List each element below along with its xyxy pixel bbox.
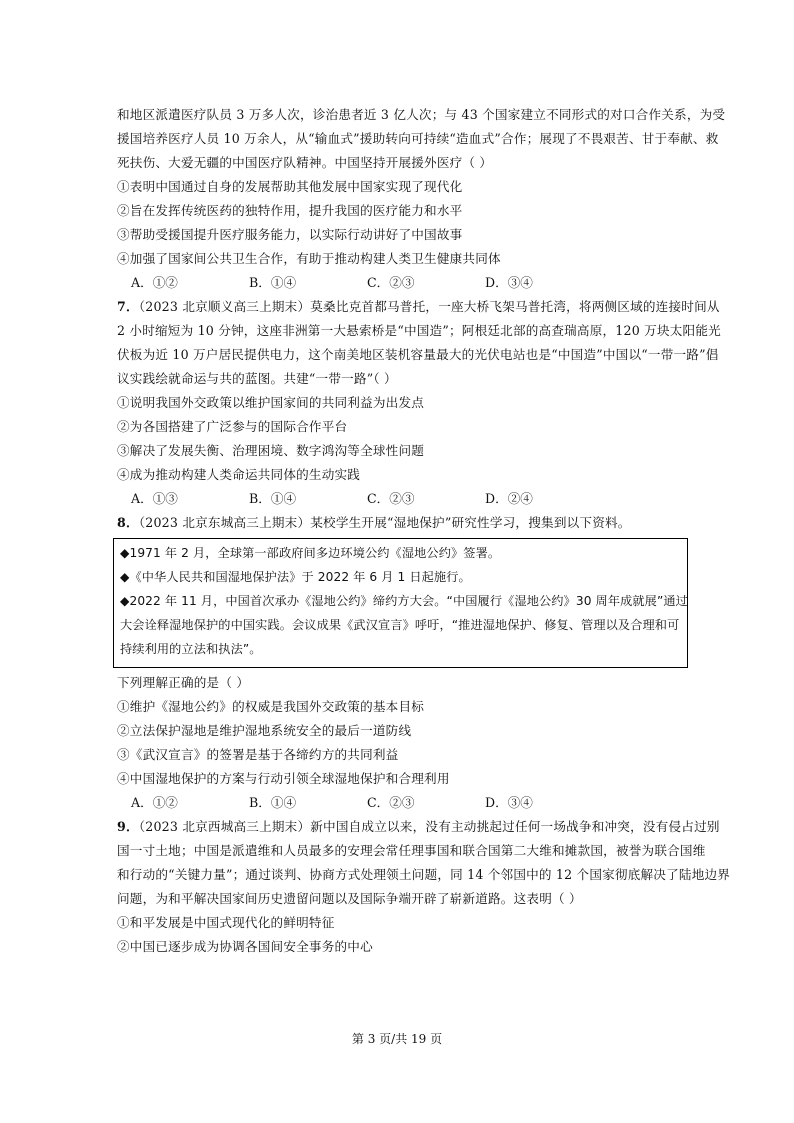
question-line: 2 小时缩短为 10 分钟，这座非洲第一大悬索桥是“中国造”；阿根廷北部的高查瑞高原，120 万块太阳能光 [117,323,721,338]
statement: ②立法保护湿地是维护湿地系统安全的最后一道防线 [117,723,412,738]
option-c[interactable]: C．②③ [367,491,415,506]
statement: ④成为推动构建人类命运共同体的生动实践 [117,467,361,482]
answer-options [131,274,651,291]
statement: ③帮助受援国提升医疗服务能力，以实际行动讲好了中国故事 [117,227,463,242]
option-a[interactable]: A．①② [131,795,178,810]
material-line: 持续利用的立法和执法”。 [120,642,262,656]
question-text: （2023 北京东城高三上期末）某校学生开展“湿地保护”研究性学习，搜集到以下资料。 [138,515,631,530]
question-number: 9． [117,819,139,834]
statement: ④加强了国家间公共卫生合作，有助于推动构建人类卫生健康共同体 [117,251,501,266]
question-line: 议实践绘就命运与共的蓝图。共建“一带一路”（ ） [117,371,397,386]
option-d[interactable]: D．②④ [485,491,533,506]
statement: ①和平发展是中国式现代化的鲜明特征 [117,915,335,930]
material-line: 大会诠释湿地保护的中国实践。会议成果《武汉宣言》呼吁，“推进湿地保护、修复、管理以及合理和可 [120,618,680,632]
option-d[interactable]: D．③④ [485,795,533,810]
statement: ③《武汉宣言》的签署是基于各缔约方的共同利益 [117,747,399,762]
question-line: 问题，为和平解决国家间历史遗留问题以及国际争端开辟了崭新道路。这表明（ ） [117,891,582,906]
option-c[interactable]: C．②③ [367,275,415,290]
question-line: 和行动的“关键力量”；通过谈判、协商方式处理领土问题，同 14 个邻国中的 12 个国家彻底解决了陆地边界 [117,867,731,882]
page-footer: 第 3 页/共 19 页 [351,1032,443,1046]
option-b[interactable]: B．①④ [249,491,297,506]
intro-line: 死扶伤、大爱无疆的中国医疗队精神。中国坚持开展援外医疗（ ） [117,155,493,170]
statement: ②为各国搭建了广泛参与的国际合作平台 [117,419,348,434]
intro-line: 援国培养医疗人员 10 万余人，从“输血式”援助转向可持续“造血式”合作；展现了不畏艰苦、甘于奉献、救 [117,131,719,146]
question-prompt: 下列理解正确的是（ ） [117,675,250,690]
statement: ②旨在发挥传统医药的独特作用，提升我国的医疗能力和水平 [117,203,463,218]
material-box [113,538,688,668]
question-line: 国一寸土地；中国是派遣维和人员最多的安理会常任理事国和联合国第二大维和摊款国，被誉为联合国维 [117,843,706,858]
material-line: ◆《中华人民共和国湿地保护法》于 2022 年 6 月 1 日起施行。 [120,570,471,584]
question-text: （2023 北京西城高三上期末）新中国自成立以来，没有主动挑起过任何一场战争和冲突，没有侵占过别 [138,819,720,834]
answer-options [131,794,651,811]
statement: ①维护《湿地公约》的权威是我国外交政策的基本目标 [117,699,425,714]
question-text: （2023 北京顺义高三上期末）莫桑比克首都马普托，一座大桥飞架马普托湾，将两侧区域的连接时间从 [138,299,720,314]
question-8 [117,514,631,531]
question-number: 7． [117,299,139,314]
material-line: ◆1971 年 2 月，全球第一部政府间多边环境公约《湿地公约》签署。 [120,546,501,560]
statement: ③解决了发展失衡、治理困境、数字鸿沟等全球性问题 [117,443,425,458]
answer-options [131,490,651,507]
question-number: 8． [117,515,139,530]
option-c[interactable]: C．②③ [367,795,415,810]
statement: ①说明我国外交政策以维护国家间的共同利益为出发点 [117,395,425,410]
option-b[interactable]: B．①④ [249,275,297,290]
question-9 [117,818,720,835]
question-line: 伏板为近 10 万户居民提供电力，这个南美地区装机容量最大的光伏电站也是“中国造”中国以“一带一路”倡 [117,347,719,362]
statement: ②中国已逐步成为协调各国间安全事务的中心 [117,939,373,954]
option-a[interactable]: A．①③ [131,491,178,506]
option-a[interactable]: A．①② [131,275,178,290]
statement: ①表明中国通过自身的发展帮助其他发展中国家实现了现代化 [117,179,463,194]
question-7 [117,298,720,315]
option-b[interactable]: B．①④ [249,795,297,810]
statement: ④中国湿地保护的方案与行动引领全球湿地保护和合理利用 [117,771,450,786]
intro-line: 和地区派遣医疗队员 3 万多人次，诊治患者近 3 亿人次；与 43 个国家建立不同形式的对口合作关系，为受 [117,107,726,122]
option-d[interactable]: D．③④ [485,275,533,290]
material-line: ◆2022 年 11 月，中国首次承办《湿地公约》缔约方大会。“中国履行《湿地公约》30 周年成就展”通过 [120,594,688,608]
